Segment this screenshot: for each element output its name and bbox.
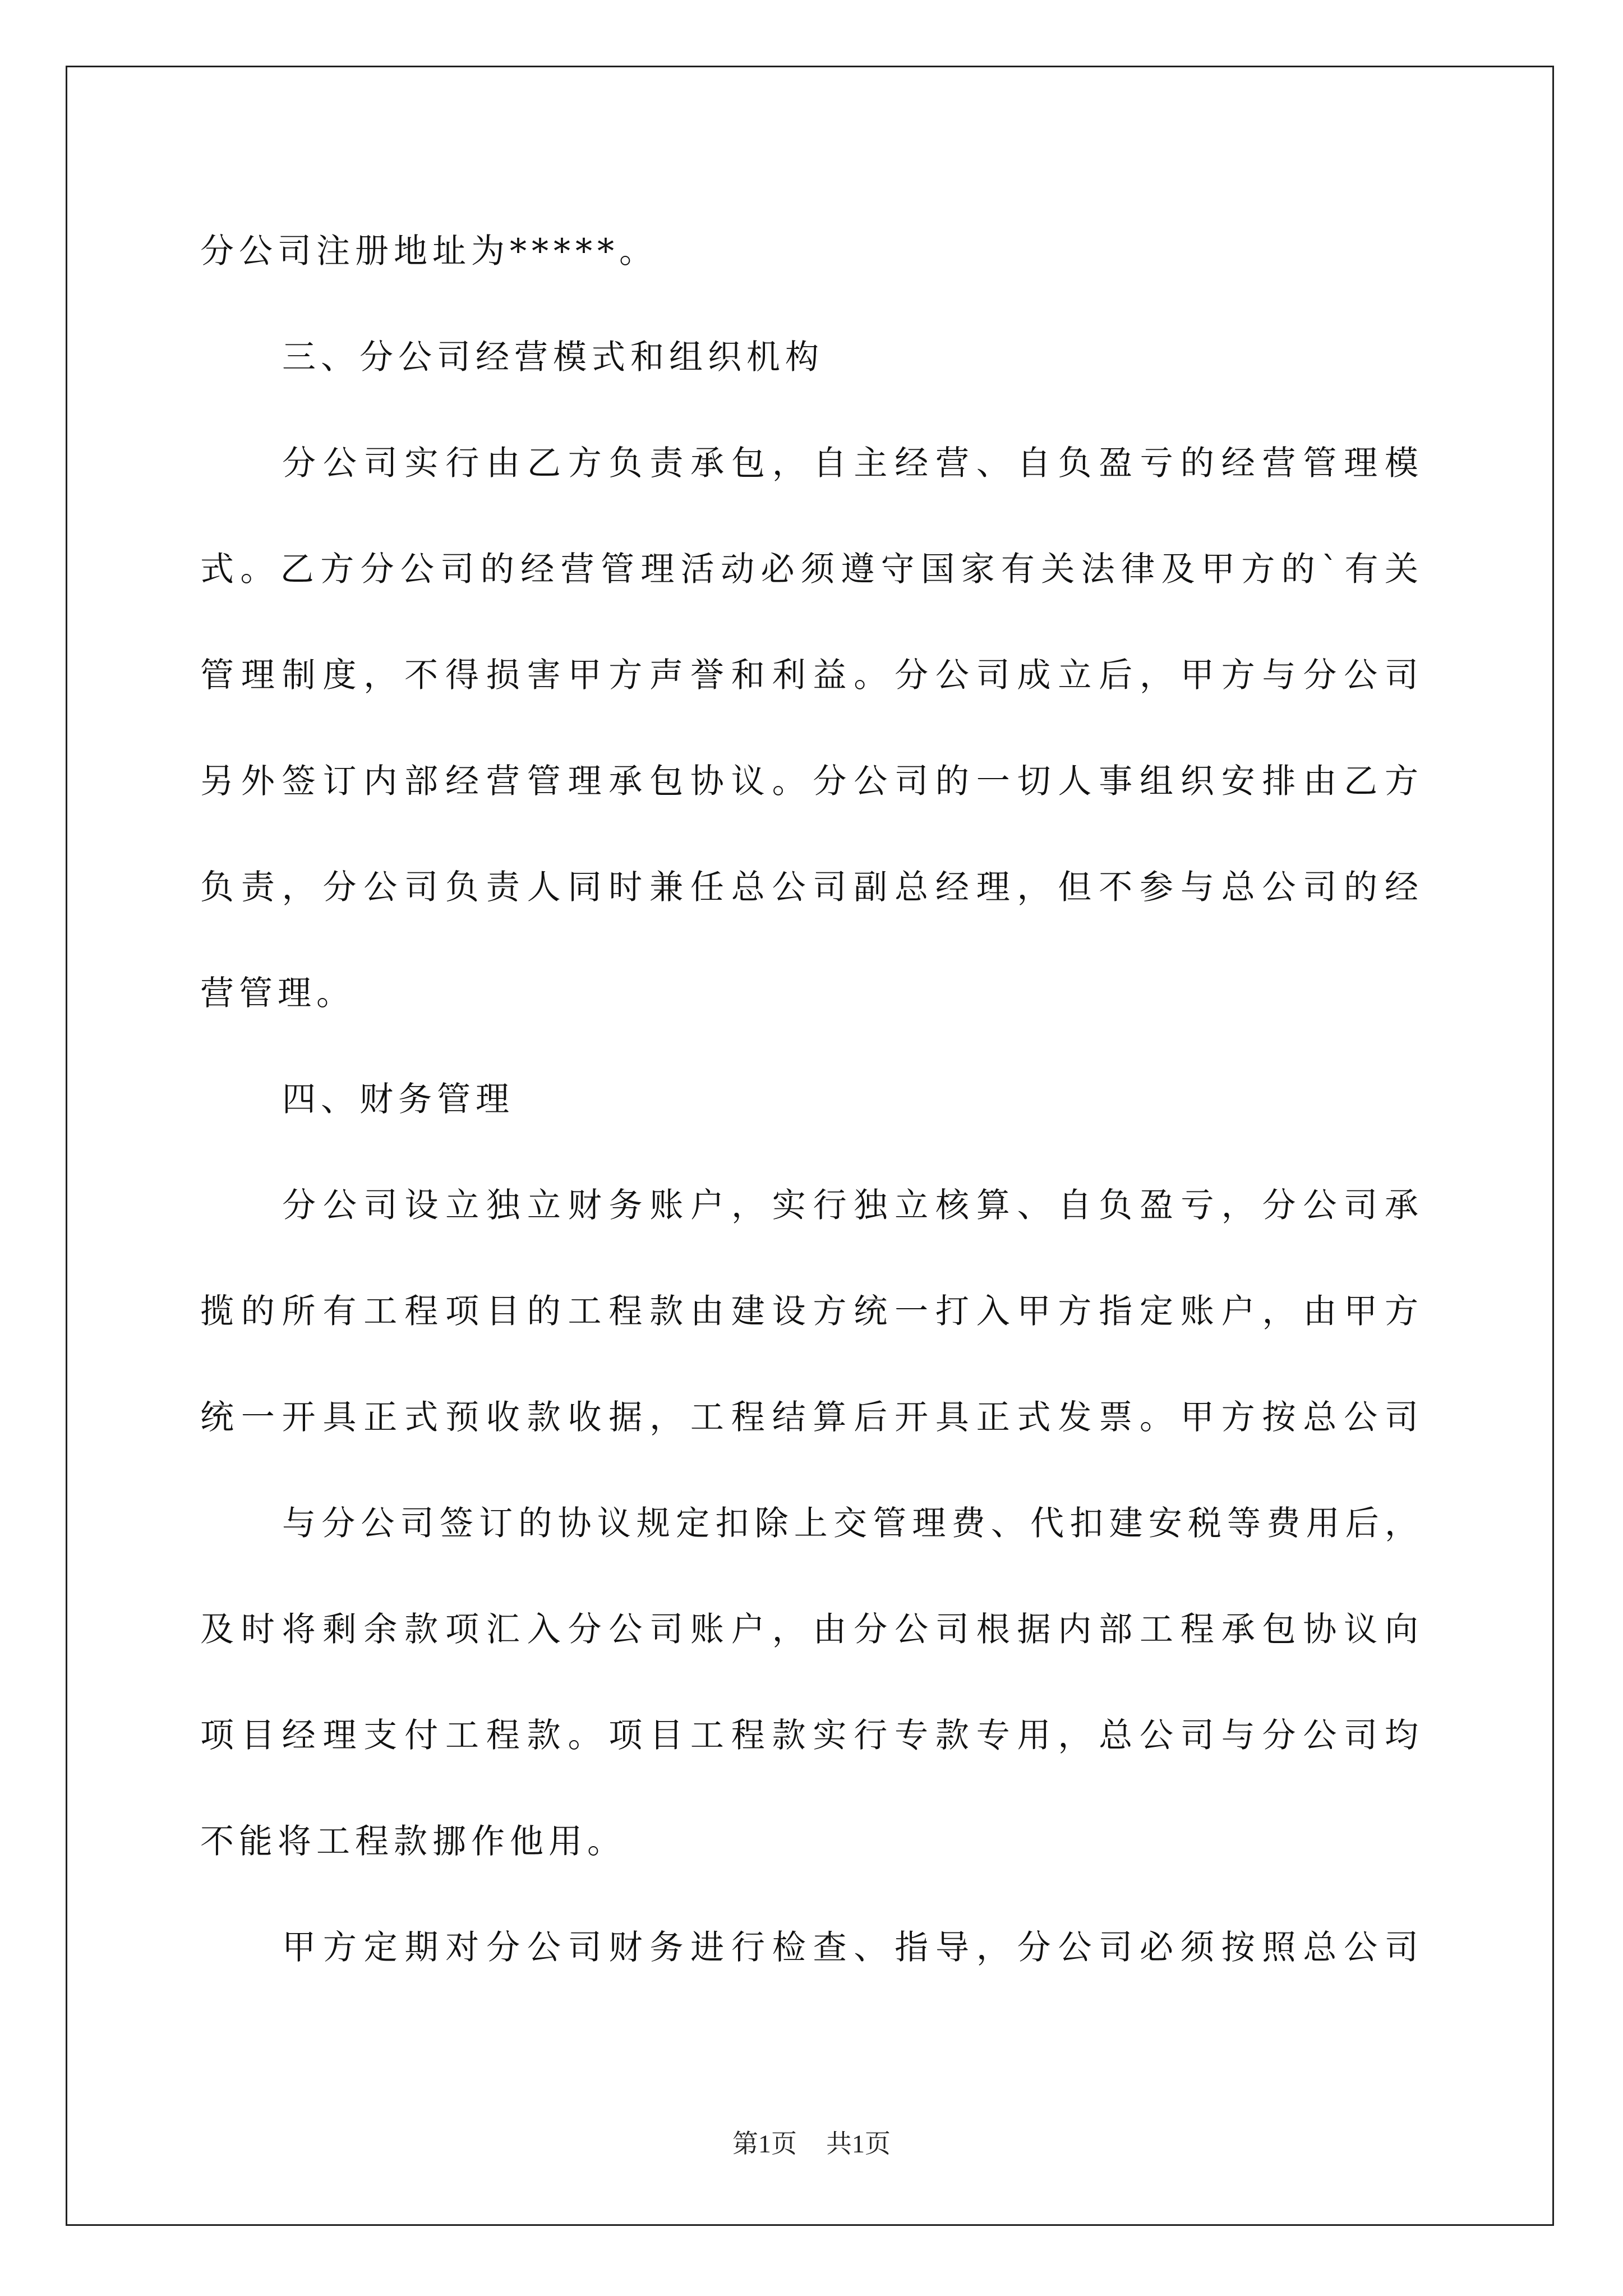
paragraph-line: 揽的所有工程项目的工程款由建设方统一打入甲方指定账户，由甲方 <box>200 1292 1423 1331</box>
paragraph-line: 统一开具正式预收款收据，工程结算后开具正式发票。甲方按总公司 <box>200 1398 1423 1437</box>
paragraph-line: 营管理。 <box>200 974 355 1013</box>
paragraph-line: 分公司设立独立财务账户，实行独立核算、自负盈亏，分公司承 <box>282 1186 1423 1225</box>
section-heading: 三、分公司经营模式和组织机构 <box>282 338 824 377</box>
paragraph-line: 负责，分公司负责人同时兼任总公司副总经理，但不参与总公司的经 <box>200 868 1423 907</box>
paragraph-line: 式。乙方分公司的经营管理活动必须遵守国家有关法律及甲方的`有关 <box>200 550 1423 589</box>
document-body <box>200 199 1423 2001</box>
page-number: 第1页 <box>732 2129 797 2158</box>
paragraph-line: 不能将工程款挪作他用。 <box>200 1822 626 1861</box>
page-footer <box>0 2126 1623 2162</box>
page-total: 共1页 <box>826 2129 891 2158</box>
paragraph-line: 甲方定期对分公司财务进行检查、指导，分公司必须按照总公司 <box>282 1928 1423 1967</box>
paragraph-line: 另外签订内部经营管理承包协议。分公司的一切人事组织安排由乙方 <box>200 762 1423 801</box>
paragraph-line: 及时将剩余款项汇入分公司账户，由分公司根据内部工程承包协议向 <box>200 1610 1423 1649</box>
paragraph-line: 分公司实行由乙方负责承包，自主经营、自负盈亏的经营管理模 <box>282 444 1423 483</box>
paragraph-line: 与分公司签订的协议规定扣除上交管理费、代扣建安税等费用后， <box>282 1504 1423 1543</box>
paragraph-line: 分公司注册地址为*****。 <box>200 232 658 271</box>
section-heading: 四、财务管理 <box>282 1080 514 1119</box>
paragraph-line: 管理制度，不得损害甲方声誉和利益。分公司成立后，甲方与分公司 <box>200 656 1423 695</box>
paragraph-line: 项目经理支付工程款。项目工程款实行专款专用，总公司与分公司均 <box>200 1716 1423 1755</box>
